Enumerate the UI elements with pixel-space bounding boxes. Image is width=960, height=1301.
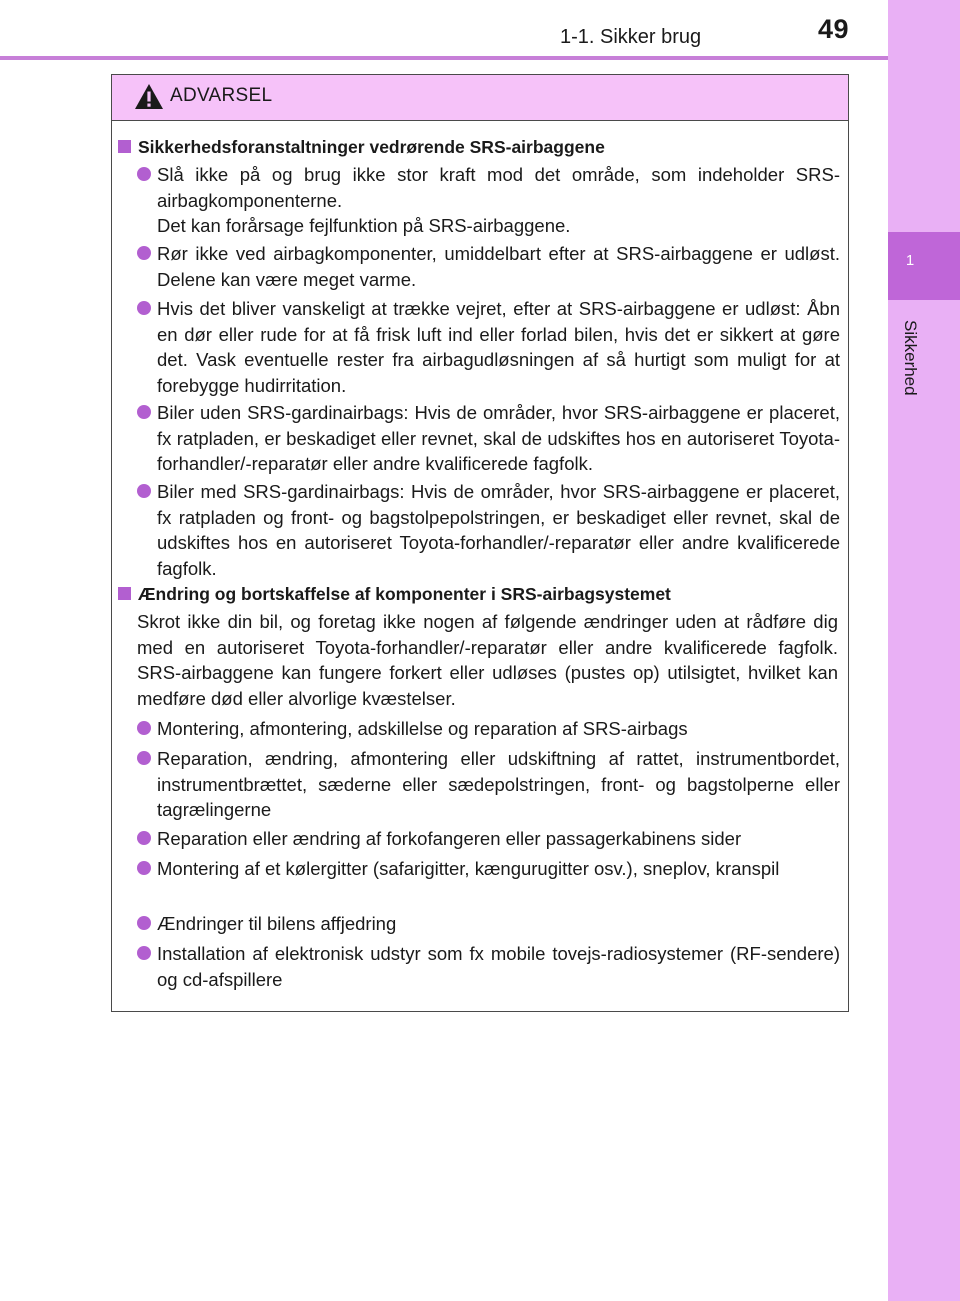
list-item: Rør ikke ved airbagkomponenter, umiddelbart efter at SRS-airbaggene er udløst. Delene kan være meget varme. bbox=[137, 241, 840, 292]
list-item: Reparation eller ændring af forkofangeren eller passagerkabinens sider bbox=[137, 826, 840, 852]
chapter-tab-marker bbox=[888, 232, 960, 300]
bullet-dot-icon bbox=[137, 484, 151, 498]
bullet-dot-icon bbox=[137, 916, 151, 930]
section-heading: Ændring og bortskaffelse af komponenter i SRS-airbagsystemet bbox=[118, 584, 671, 605]
list-item: Montering af et kølergitter (safarigitter, kængurugitter osv.), sneplov, kranspil bbox=[137, 856, 840, 882]
square-bullet-icon bbox=[118, 140, 131, 153]
bullet-dot-icon bbox=[137, 167, 151, 181]
chapter-side-tab bbox=[888, 0, 960, 1301]
bullet-dot-icon bbox=[137, 301, 151, 315]
page-header bbox=[0, 0, 888, 62]
chapter-label: Sikkerhed bbox=[901, 320, 920, 396]
bullet-dot-icon bbox=[137, 831, 151, 845]
bullet-dot-icon bbox=[137, 405, 151, 419]
square-bullet-icon bbox=[118, 587, 131, 600]
page-number: 49 bbox=[818, 14, 850, 44]
list-item: Installation af elektronisk udstyr som fx mobile tovejs-radiosystemer (RF-sendere) og cd-afspillere bbox=[137, 941, 840, 992]
bullet-dot-icon bbox=[137, 946, 151, 960]
warning-box bbox=[111, 74, 849, 1012]
section-heading: Sikkerhedsforanstaltninger vedrørende SRS-airbaggene bbox=[118, 137, 605, 158]
warning-title: ADVARSEL bbox=[170, 85, 273, 106]
warning-header bbox=[112, 75, 848, 121]
list-item: Montering, afmontering, adskillelse og reparation af SRS-airbags bbox=[137, 716, 840, 742]
bullet-dot-icon bbox=[137, 246, 151, 260]
list-item: Ændringer til bilens affjedring bbox=[137, 911, 840, 937]
section-title: 1-1. Sikker brug bbox=[560, 26, 702, 48]
list-item: Slå ikke på og brug ikke stor kraft mod det område, som indeholder SRS-airbagkomponenterne. Det kan forårsage fejlfunktion på SRS-airbaggene. bbox=[137, 162, 840, 239]
list-item: Hvis det bliver vanskeligt at trække vejret, efter at SRS-airbaggene er udløst: Åbn en dør eller rude for at få frisk luft ind eller forlad bilen, hvis det er sikkert at gøre det. Vask eventuelle rester fra airbagudløsningen af så hurtigt som muligt for at forebygge hudirritation. bbox=[137, 296, 840, 398]
warning-triangle-icon bbox=[134, 83, 164, 111]
bullet-dot-icon bbox=[137, 721, 151, 735]
list-item: Biler uden SRS-gardinairbags: Hvis de områder, hvor SRS-airbaggene er placeret, fx ratpladen, er beskadiget eller revnet, skal de udskiftes hos en autoriseret Toyota-forhandler/-reparatør eller andre kvalificerede fagfolk. bbox=[137, 400, 840, 477]
section-intro: Skrot ikke din bil, og foretag ikke nogen af følgende ændringer uden at rådføre dig med en autoriseret Toyota-forhandler/-reparatør eller andre kvalificerede fagfolk. SRS-airbaggene kan fungere forkert eller udløses (pustes op) utilsigtet, hvilket kan medføre død eller alvorlige kvæstelser. bbox=[137, 611, 838, 709]
header-rule bbox=[0, 56, 888, 60]
chapter-number: 1 bbox=[905, 252, 915, 269]
bullet-dot-icon bbox=[137, 861, 151, 875]
list-item: Reparation, ændring, afmontering eller udskiftning af rattet, instrumentbordet, instrumentbrættet, sæderne eller sædepolstringen, front- og bagstolperne eller tagrælingerne bbox=[137, 746, 840, 823]
bullet-dot-icon bbox=[137, 751, 151, 765]
list-item: Biler med SRS-gardinairbags: Hvis de områder, hvor SRS-airbaggene er placeret, fx ratpladen og front- og bagstolpepolstringen, er beskadiget eller revnet, skal de udskiftes hos en autoriseret Toyota-forhandler/-reparatør eller andre kvalificerede fagfolk. bbox=[137, 479, 840, 581]
list-item-note: Det kan forårsage fejlfunktion på SRS-airbaggene. bbox=[157, 215, 571, 236]
